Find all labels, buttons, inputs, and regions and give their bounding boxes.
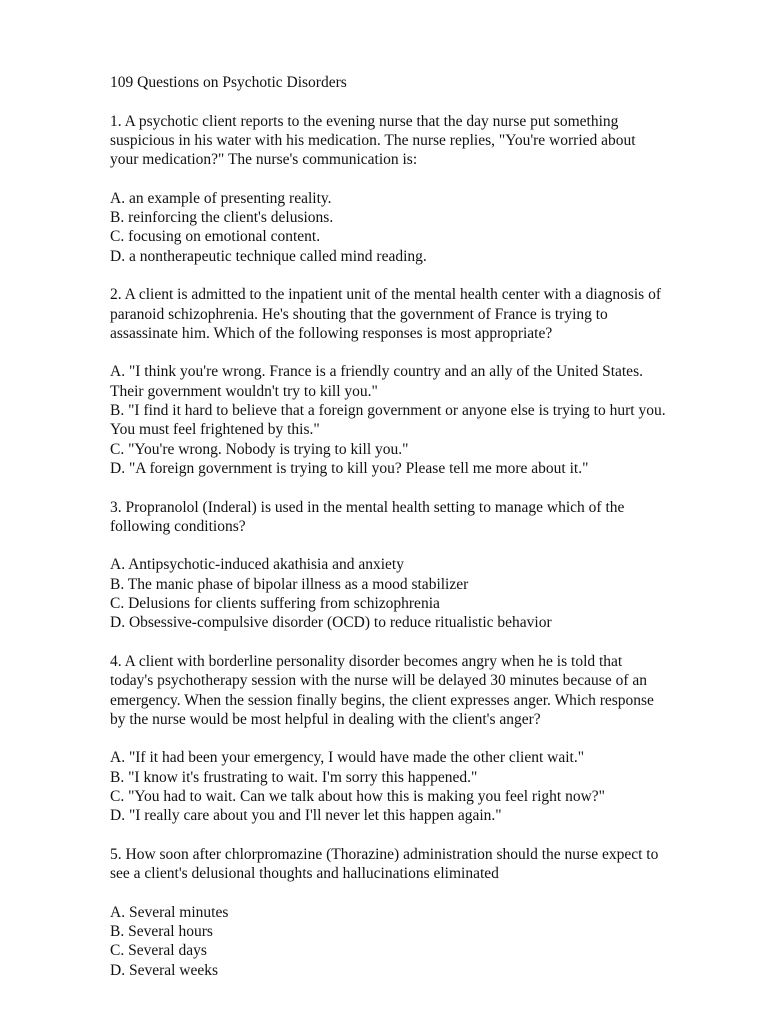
stem-line: emergency. When the session finally begins, the client expresses anger. Which response bbox=[110, 691, 654, 709]
question-2 bbox=[110, 285, 730, 478]
option-d: D. a nontherapeutic technique called mind reading. bbox=[110, 247, 427, 265]
option-c: C. Several days bbox=[110, 942, 207, 960]
stem-line: assassinate him. Which of the following responses is most appropriate? bbox=[110, 324, 553, 342]
option-d: D. "I really care about you and I'll never let this happen again." bbox=[110, 807, 502, 825]
option-d: D. Several weeks bbox=[110, 961, 219, 979]
question-stem bbox=[110, 285, 730, 343]
option-c: C. Delusions for clients suffering from schizophrenia bbox=[110, 595, 440, 613]
stem-line: see a client's delusional thoughts and hallucinations eliminated bbox=[110, 865, 499, 883]
answer-options bbox=[110, 555, 730, 632]
option-b: B. "I know it's frustrating to wait. I'm sorry this happened." bbox=[110, 768, 478, 786]
option-c: C. "You're wrong. Nobody is trying to kill you." bbox=[110, 440, 409, 458]
option-b: B. "I find it hard to believe that a foreign government or anyone else is trying to hurt you. bbox=[110, 402, 666, 420]
stem-line: following conditions? bbox=[110, 517, 246, 535]
question-stem bbox=[110, 845, 730, 884]
option-b: B. Several hours bbox=[110, 923, 213, 941]
answer-options bbox=[110, 903, 730, 980]
question-stem bbox=[110, 498, 730, 537]
stem-line: 3. Propranolol (Inderal) is used in the mental health setting to manage which of the bbox=[110, 498, 625, 516]
stem-line: 1. A psychotic client reports to the evening nurse that the day nurse put something bbox=[110, 112, 619, 130]
stem-line: by the nurse would be most helpful in dealing with the client's anger? bbox=[110, 710, 541, 728]
question-3 bbox=[110, 498, 730, 633]
answer-options bbox=[110, 189, 730, 266]
stem-line: 5. How soon after chlorpromazine (Thorazine) administration should the nurse expect to bbox=[110, 845, 659, 863]
stem-line: 4. A client with borderline personality disorder becomes angry when he is told that bbox=[110, 652, 623, 670]
option-d: D. "A foreign government is trying to kill you? Please tell me more about it." bbox=[110, 459, 589, 477]
option-a-continued: Their government wouldn't try to kill you." bbox=[110, 382, 378, 400]
option-b: B. reinforcing the client's delusions. bbox=[110, 209, 334, 227]
document-title: 109 Questions on Psychotic Disorders bbox=[110, 74, 347, 91]
option-a: A. Antipsychotic-induced akathisia and anxiety bbox=[110, 556, 404, 574]
question-5 bbox=[110, 845, 730, 980]
question-1 bbox=[110, 112, 730, 266]
question-stem bbox=[110, 652, 730, 729]
document-page bbox=[110, 73, 730, 999]
question-4 bbox=[110, 652, 730, 826]
option-a: A. "I think you're wrong. France is a friendly country and an ally of the United States. bbox=[110, 363, 643, 381]
stem-line: your medication?" The nurse's communication is: bbox=[110, 151, 418, 169]
stem-line: 2. A client is admitted to the inpatient unit of the mental health center with a diagnosis of bbox=[110, 286, 661, 304]
stem-line: today's psychotherapy session with the nurse will be delayed 30 minutes because of an bbox=[110, 672, 647, 690]
option-c: C. focusing on emotional content. bbox=[110, 228, 321, 246]
option-b-continued: You must feel frightened by this." bbox=[110, 421, 320, 439]
answer-options bbox=[110, 748, 730, 825]
option-a: A. Several minutes bbox=[110, 903, 229, 921]
question-stem bbox=[110, 112, 730, 170]
option-b: B. The manic phase of bipolar illness as a mood stabilizer bbox=[110, 575, 469, 593]
option-a: A. "If it had been your emergency, I would have made the other client wait." bbox=[110, 749, 585, 767]
answer-options bbox=[110, 362, 730, 478]
stem-line: suspicious in his water with his medication. The nurse replies, "You're worried about bbox=[110, 131, 636, 149]
option-d: D. Obsessive-compulsive disorder (OCD) to reduce ritualistic behavior bbox=[110, 614, 552, 632]
stem-line: paranoid schizophrenia. He's shouting that the government of France is trying to bbox=[110, 305, 608, 323]
option-c: C. "You had to wait. Can we talk about how this is making you feel right now?" bbox=[110, 787, 605, 805]
option-a: A. an example of presenting reality. bbox=[110, 189, 332, 207]
